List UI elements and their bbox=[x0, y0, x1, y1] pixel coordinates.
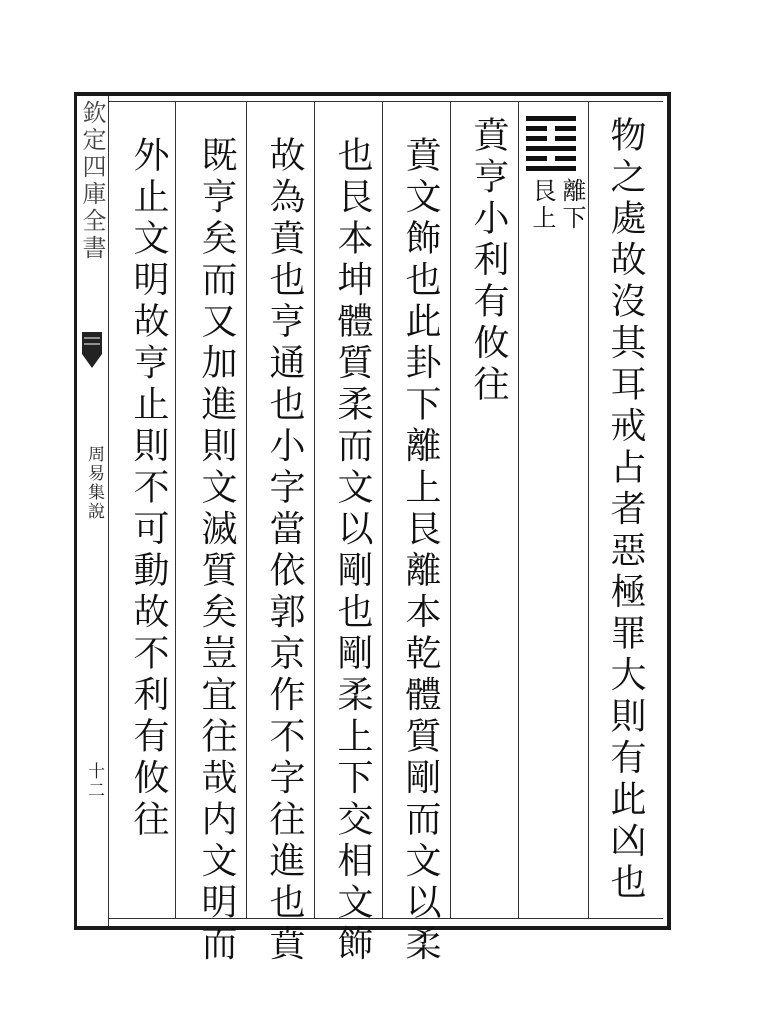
hexagram-line-broken bbox=[555, 126, 576, 131]
column-rule bbox=[588, 101, 589, 918]
column-rule bbox=[518, 101, 519, 918]
text-column-2: 賁亨小利有攸往 bbox=[468, 116, 509, 407]
hexagram-line-broken bbox=[555, 156, 576, 161]
book-title: 周易集說 bbox=[84, 445, 104, 521]
page-border-top bbox=[74, 92, 671, 96]
margin-header: 欽定四庫全書 bbox=[78, 100, 106, 262]
text-column-1: 物之處故沒其耳戒占者惡極罪大則有此凶也 bbox=[605, 116, 646, 905]
fish-tail-icon bbox=[80, 330, 104, 370]
column-rule bbox=[314, 101, 315, 918]
hexagram-line-solid bbox=[526, 116, 576, 121]
inner-border-top bbox=[108, 101, 663, 102]
hexagram-line-broken bbox=[526, 126, 547, 131]
column-rule bbox=[382, 101, 383, 918]
column-rule bbox=[246, 101, 247, 918]
text-column-6: 既亨矣而又加進則文滅質矣豈宜往哉内文明而 bbox=[196, 136, 237, 966]
hexagram-line-solid bbox=[526, 146, 576, 151]
spine-rule bbox=[108, 96, 109, 926]
bi-hexagram-symbol bbox=[524, 116, 578, 176]
hexagram-line-broken bbox=[526, 136, 547, 141]
column-rule bbox=[175, 101, 176, 918]
text-column-5: 故為賁也亨通也小字當依郭京作不字往進也賁 bbox=[264, 136, 305, 966]
text-column-4: 也艮本坤體質柔而文以剛也剛柔上下交相文飾 bbox=[332, 136, 373, 966]
page-number: 十二 bbox=[84, 762, 104, 800]
upper-trigram-label: 艮上 bbox=[528, 178, 556, 232]
text-column-3: 賁文飾也此卦下離上艮離本乾體質剛而文以柔 bbox=[400, 136, 441, 966]
hexagram-line-broken bbox=[555, 136, 576, 141]
lower-trigram-label: 離下 bbox=[558, 178, 586, 232]
text-column-7: 外止文明故亨止則不可動故不利有攸往 bbox=[128, 136, 169, 842]
hexagram-line-broken bbox=[526, 156, 547, 161]
page-border-left bbox=[74, 92, 77, 930]
page-border-right bbox=[667, 92, 671, 930]
hexagram-line-solid bbox=[526, 166, 576, 171]
column-rule bbox=[450, 101, 451, 918]
